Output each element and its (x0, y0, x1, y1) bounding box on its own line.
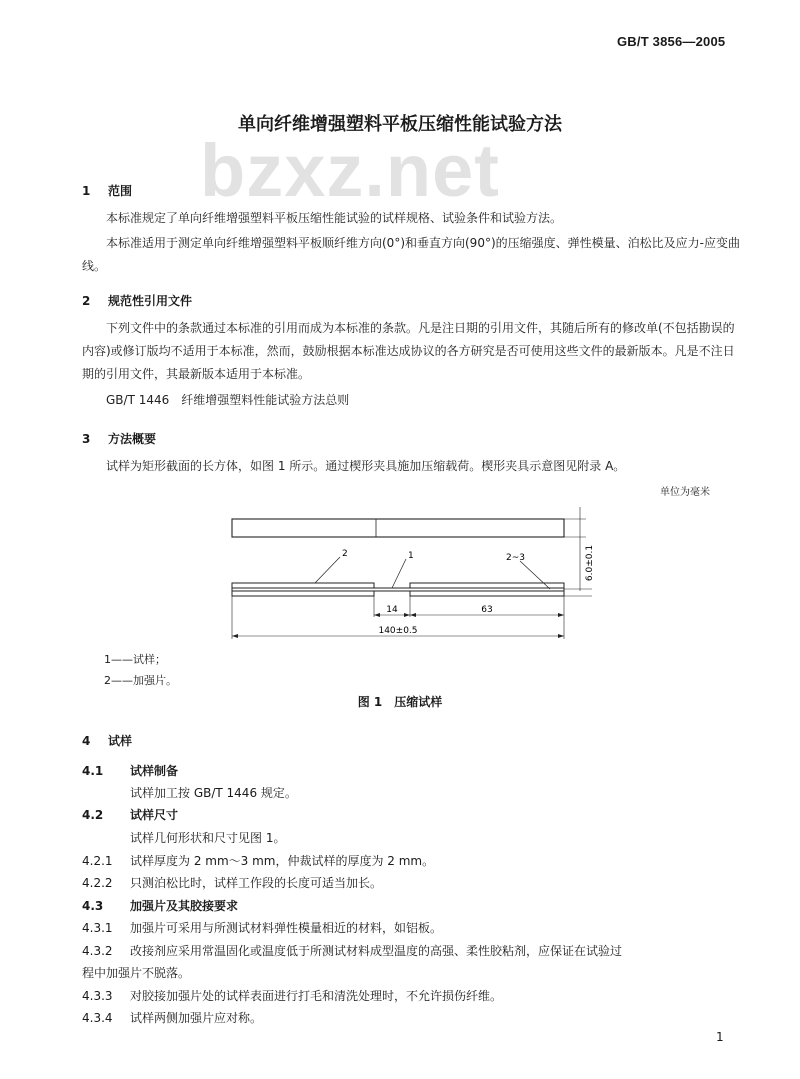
clause-4-2-text: 试样几何形状和尺寸见图 1。 (130, 831, 286, 845)
specimen-top-view (232, 519, 564, 537)
section-2-para-1: 下列文件中的条款通过本标准的引用而成为本标准的条款。凡是注日期的引用文件，其随后所有的修改单(不包括勘误的内容)或修订版均不适用于本标准，然而，鼓励根据本标准达成协议的各方研究是否可使用这些文件的最新版本。凡是不注日期的引用文件，其最新版本适用于本标准。 (82, 321, 735, 381)
total-length-label: 140±0.5 (378, 626, 418, 636)
clause-4-3-3: 4.3.3 对胶接加强片处的试样表面进行打毛和清洗处理时，不允许损伤纤维。 (82, 989, 503, 1003)
section-3-heading (82, 430, 156, 447)
page-number: 1 (716, 1030, 724, 1044)
section-1-para-2: 本标准适用于测定单向纤维增强塑料平板顺纤维方向(0°)和垂直方向(90°)的压缩强度、弹性模量、泊松比及应力-应变曲线。 (82, 236, 740, 273)
section-title: 方法概要 (108, 432, 157, 446)
left-tab (232, 583, 374, 588)
clause-4-3-1: 4.3.1 加强片可采用与所测试材料弹性模量相近的材料，如铝板。 (82, 921, 443, 935)
section-title: 规范性引用文件 (108, 294, 193, 308)
clause-4-3-2: 4.3.2 改接剂应采用常温固化或温度低于所测试材料成型温度的高强、柔性胶粘剂，应保证在试验过 (82, 944, 623, 958)
right-tab (410, 583, 564, 588)
clause-4-3-2-cont: 程中加强片不脱落。 (82, 966, 191, 980)
dimension-63-label: 63 (481, 605, 493, 615)
section-number: 4 (82, 734, 91, 748)
section-1-heading (82, 182, 132, 199)
watermark: bzxz.net (200, 129, 500, 212)
specimen-figure (220, 505, 600, 645)
label-part-2: 2 (342, 549, 348, 559)
figure-caption: 图 1 压缩试样 (357, 695, 443, 709)
document-title: 单向纤维增强塑料平板压缩性能试验方法 (238, 114, 562, 135)
section-title: 范围 (108, 184, 133, 198)
section-title: 试样 (108, 734, 133, 748)
unit-note: 单位为毫米 (660, 487, 710, 498)
section-3-para-1: 试样为矩形截面的长方体，如图 1 所示。通过楔形夹具施加压缩载荷。楔形夹具示意图见附录 A。 (106, 459, 626, 473)
clause-4-2: 4.2 试样尺寸 (82, 808, 179, 822)
label-part-1: 1 (408, 551, 414, 561)
clause-4-2-2: 4.2.2 只测泊松比时，试样工作段的长度可适当加长。 (82, 876, 383, 890)
legend-item-1: 1——试样； (104, 653, 166, 666)
section-4-heading (82, 732, 132, 749)
label-thickness: 2~3 (506, 553, 525, 563)
clause-4-1: 4.1 试样制备 (82, 764, 179, 778)
section-2-heading (82, 292, 192, 309)
legend-item-2: 2——加强片。 (104, 674, 177, 687)
width-dimension-label: 6.0±0.1 (585, 544, 595, 582)
clause-4-3-4: 4.3.4 试样两侧加强片应对称。 (82, 1011, 263, 1025)
section-number: 2 (82, 294, 91, 308)
section-number: 3 (82, 432, 91, 446)
clause-4-2-1: 4.2.1 试样厚度为 2 mm～3 mm，仲裁试样的厚度为 2 mm。 (82, 854, 435, 868)
section-number: 1 (82, 184, 91, 198)
clause-4-3: 4.3 加强片及其胶接要求 (82, 899, 239, 913)
section-1-para-1: 本标准规定了单向纤维增强塑料平板压缩性能试验的试样规格、试验条件和试验方法。 (106, 211, 563, 225)
standard-number: GB/T 3856—2005 (617, 34, 726, 49)
dimension-14-label: 14 (386, 605, 398, 615)
clause-4-1-text: 试样加工按 GB/T 1446 规定。 (130, 786, 297, 800)
section-2-reference: GB/T 1446 纤维增强塑料性能试验方法总则 (106, 393, 350, 407)
